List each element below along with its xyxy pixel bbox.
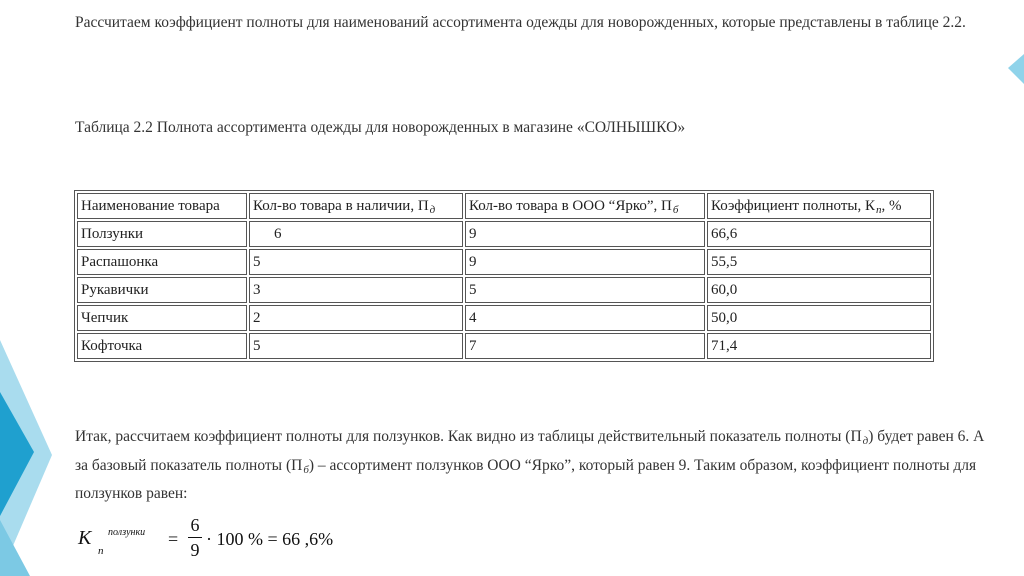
formula-result: · 100 % = 66 ,6%	[206, 529, 334, 549]
formula-denominator: 9	[190, 540, 200, 560]
cell-name: Чепчик	[77, 305, 247, 331]
header-base: Кол-во товара в ООО “Ярко”, $П_б$	[465, 193, 705, 219]
fraction-bar	[188, 537, 202, 538]
formula-numerator: 6	[190, 515, 200, 535]
cell-coef: 55,5	[707, 249, 931, 275]
left-arrow-light	[0, 340, 52, 576]
assortment-table	[74, 190, 934, 362]
left-arrow-bottom	[0, 520, 30, 576]
cell-actual: 5	[249, 249, 463, 275]
formula-equals: =	[168, 529, 179, 549]
cell-actual: 5	[249, 333, 463, 359]
cell-name: Распашонка	[77, 249, 247, 275]
cell-actual: 3	[249, 277, 463, 303]
table-row	[77, 333, 931, 359]
cell-coef: 50,0	[707, 305, 931, 331]
cell-coef: 71,4	[707, 333, 931, 359]
intro-paragraph: Рассчитаем коэффициент полноты для наименований ассортимента одежды для новорожденных, которые представлены в таблице 2.2.	[75, 14, 966, 31]
table-row	[77, 305, 931, 331]
formula-k-superscript: ползунки	[108, 527, 146, 538]
left-arrow-dark	[0, 392, 34, 516]
cell-base: 7	[465, 333, 705, 359]
cell-actual: 2	[249, 305, 463, 331]
cell-name: Кофточка	[77, 333, 247, 359]
cell-base: 9	[465, 221, 705, 247]
cell-base: 9	[465, 249, 705, 275]
formula-k: К	[78, 527, 92, 549]
cell-base: 5	[465, 277, 705, 303]
table-row	[77, 221, 931, 247]
cell-coef: 60,0	[707, 277, 931, 303]
cell-name: Ползунки	[77, 221, 247, 247]
table-header-row	[77, 193, 931, 219]
top-right-triangle	[1008, 54, 1024, 84]
table-row	[77, 249, 931, 275]
header-coef: Коэффициент полноты, $К_п$, %	[707, 193, 931, 219]
cell-name: Рукавички	[77, 277, 247, 303]
table-row	[77, 277, 931, 303]
cell-actual: 6	[249, 221, 463, 247]
conclusion-paragraph: Итак, рассчитаем коэффициент полноты для ползунков. Как видно из таблицы действительный показатель полноты $(П_д)$ будет равен 6. А за базовый показатель полноты $(П_б)$ – ассортимент ползунков ООО “Ярко”, который равен 9. Таким образом, коэффициент полноты для ползунков равен:	[75, 428, 985, 502]
formula-k-subscript: п	[98, 545, 104, 557]
cell-base: 4	[465, 305, 705, 331]
formula-fraction	[188, 515, 202, 560]
header-actual: Кол-во товара в наличии, $П_д$	[249, 193, 463, 219]
cell-coef: 66,6	[707, 221, 931, 247]
table-caption: Таблица 2.2 Полнота ассортимента одежды для новорожденных в магазине «СОЛНЫШКО»	[75, 119, 686, 136]
header-name: Наименование товара	[77, 193, 247, 219]
